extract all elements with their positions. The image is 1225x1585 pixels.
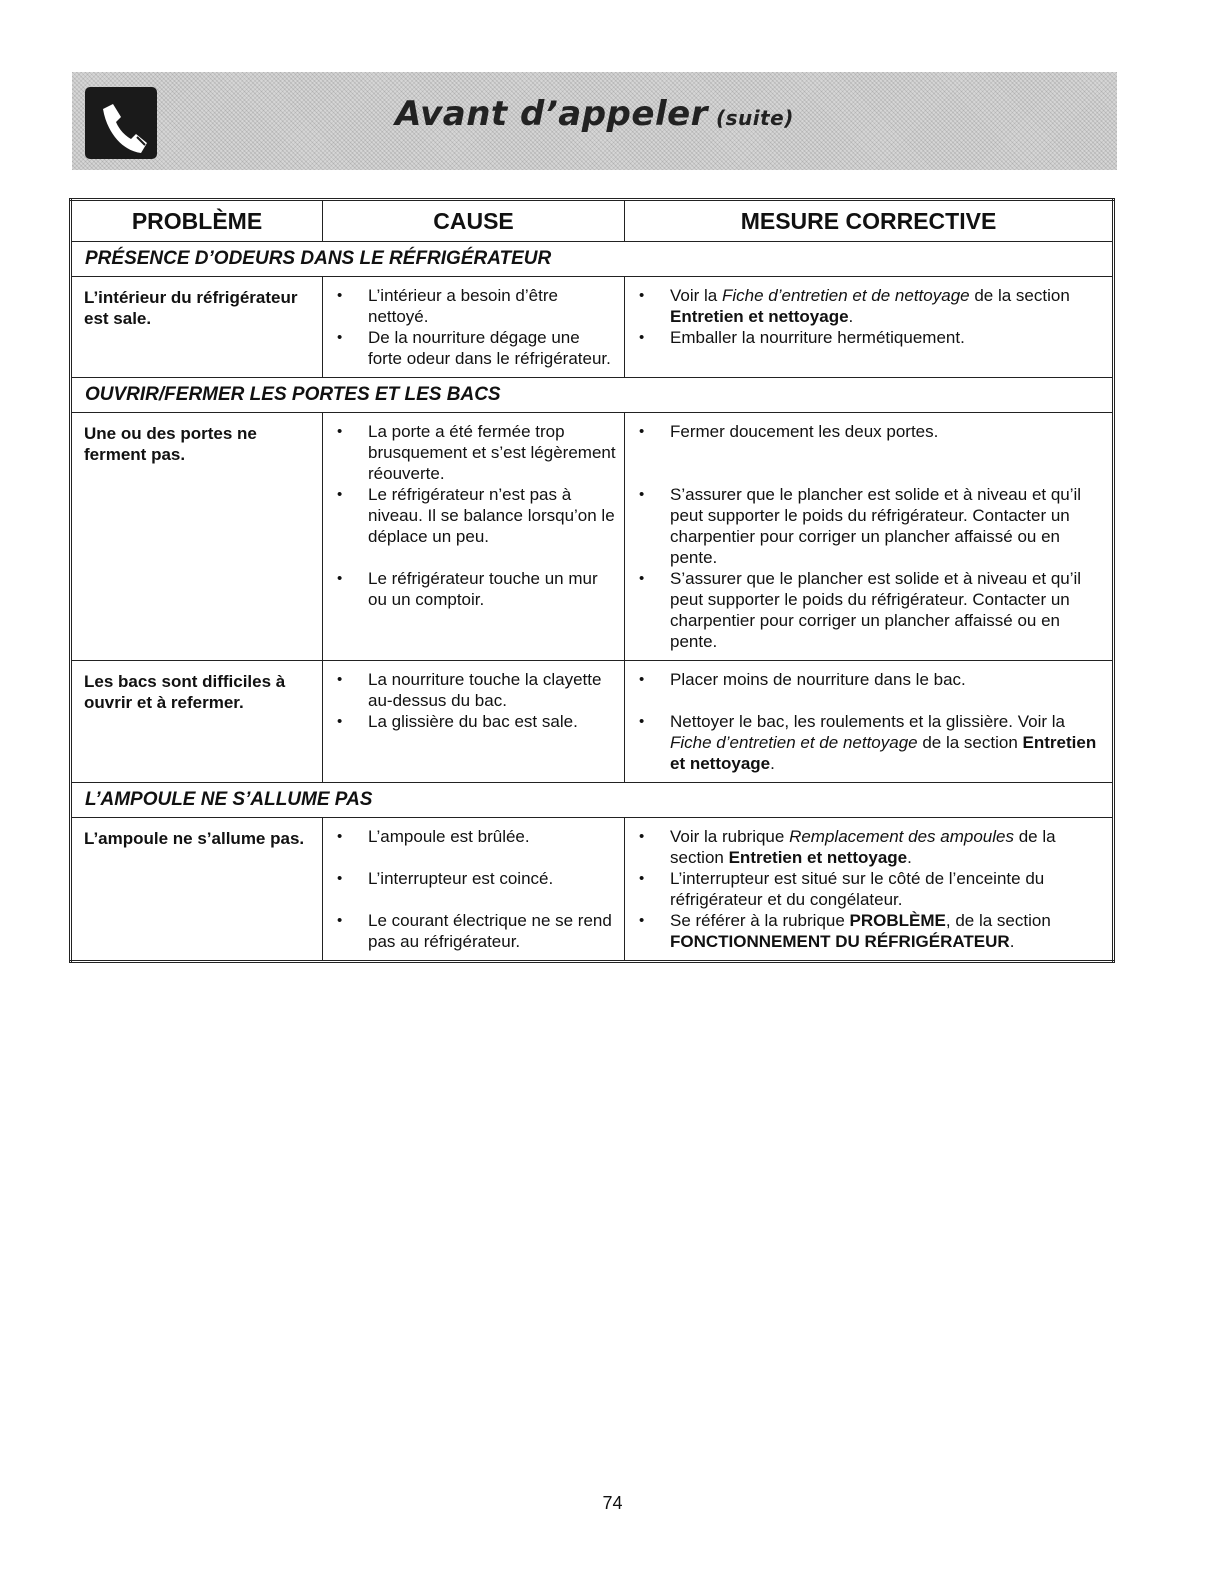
table-row <box>71 818 1114 962</box>
fix-cell <box>625 818 1114 962</box>
cause-item: • La glissière du bac est sale. <box>323 711 618 732</box>
fix-reference-bold: FONCTIONNEMENT DU RÉFRIGÉRATEUR <box>670 932 1010 951</box>
page-number: 74 <box>602 1493 623 1513</box>
page-title <box>72 94 1117 134</box>
fix-item: • Placer moins de nourriture dans le bac. <box>625 669 1106 690</box>
fix-text: Se référer à la rubrique <box>670 911 850 930</box>
fix-cell <box>625 277 1114 378</box>
spacer <box>625 690 1106 711</box>
problem-cell: Les bacs sont difficiles à ouvrir et à refermer. <box>71 661 323 783</box>
problem-cell: L’ampoule ne s’allume pas. <box>71 818 323 962</box>
cause-item: • Le réfrigérateur n’est pas à niveau. Il se balance lorsqu’on le déplace un peu. <box>323 484 618 547</box>
cause-item: • L’interrupteur est coincé. <box>323 868 618 889</box>
fix-text: de la section <box>670 827 1056 867</box>
column-header-problem: PROBLÈME <box>71 200 323 242</box>
table-row <box>71 661 1114 783</box>
spacer <box>323 547 618 568</box>
fix-item: • Emballer la nourriture hermétiquement. <box>625 327 1106 348</box>
fix-text: . <box>770 754 775 773</box>
fix-item: • L’interrupteur est situé sur le côté de l’enceinte du réfrigérateur et du congélateur. <box>625 868 1106 910</box>
section-row <box>71 242 1114 277</box>
fix-item: • S’assurer que le plancher est solide et à niveau et qu’il peut supporter le poids du réfrigérateur. Contacter un charpentier pour corriger un plancher affaissé ou en pente. <box>625 568 1106 652</box>
section-title-odors: PRÉSENCE D’ODEURS DANS LE RÉFRIGÉRATEUR <box>71 242 1114 277</box>
table-header-row <box>71 200 1114 242</box>
cause-item: • Le courant électrique ne se rend pas au réfrigérateur. <box>323 910 618 952</box>
problem-cell: L’intérieur du réfrigérateur est sale. <box>71 277 323 378</box>
fix-reference-bold: PROBLÈME <box>849 911 946 930</box>
cause-cell <box>323 277 625 378</box>
fix-text: . <box>1009 932 1015 951</box>
problem-cell: Une ou des portes ne ferment pas. <box>71 413 323 661</box>
fix-reference-italic: Fiche d’entretien et de nettoyage <box>721 286 970 305</box>
fix-text: de la section <box>969 286 1070 305</box>
fix-reference-italic: Fiche d’entretien et de nettoyage <box>670 733 918 752</box>
fix-item: • S’assurer que le plancher est solide et à niveau et qu’il peut supporter le poids du réfrigérateur. Contacter un charpentier pour corriger un plancher affaissé ou en pente. <box>625 484 1106 568</box>
cause-item: • De la nourriture dégage une forte odeur dans le réfrigérateur. <box>323 327 618 369</box>
fix-reference-bold: Entretien et nettoyage <box>728 848 908 867</box>
page-header-banner <box>72 72 1117 170</box>
fix-item <box>625 910 1106 952</box>
cause-cell <box>323 413 625 661</box>
fix-text: de la section <box>917 733 1023 752</box>
page-title-text: Avant d’appeler <box>395 94 708 134</box>
fix-reference-bold: Entretien et nettoyage <box>670 307 849 326</box>
cause-cell <box>323 818 625 962</box>
spacer <box>323 889 618 910</box>
spacer <box>323 847 618 868</box>
spacer <box>625 463 1106 484</box>
page-title-suffix: (suite) <box>715 106 794 130</box>
fix-text: , de la section <box>945 911 1051 930</box>
column-header-corrective-measure: MESURE CORRECTIVE <box>625 200 1114 242</box>
cause-item: • Le réfrigérateur touche un mur ou un comptoir. <box>323 568 618 610</box>
fix-text: Voir la <box>670 286 722 305</box>
fix-reference-bold: Entretien et nettoyage <box>670 733 1097 773</box>
fix-text: Voir la rubrique <box>670 827 790 846</box>
cause-item: • La nourriture touche la clayette au-dessus du bac. <box>323 669 618 711</box>
fix-reference-italic: Remplacement des ampoules <box>789 827 1014 846</box>
column-header-cause: CAUSE <box>323 200 625 242</box>
section-title-light-bulb: L’AMPOULE NE S’ALLUME PAS <box>71 783 1114 818</box>
table-row <box>71 413 1114 661</box>
troubleshooting-table <box>69 198 1115 963</box>
cause-cell <box>323 661 625 783</box>
fix-item <box>625 285 1106 327</box>
cause-item: • La porte a été fermée trop brusquement et s’est légèrement réouverte. <box>323 421 618 484</box>
section-row <box>71 783 1114 818</box>
section-row <box>71 378 1114 413</box>
fix-text: . <box>907 848 912 867</box>
fix-cell <box>625 661 1114 783</box>
spacer <box>625 442 1106 463</box>
fix-item: • Fermer doucement les deux portes. <box>625 421 1106 442</box>
section-title-doors-bins: OUVRIR/FERMER LES PORTES ET LES BACS <box>71 378 1114 413</box>
fix-text: Nettoyer le bac, les roulements et la glissière. Voir la <box>670 712 1065 731</box>
cause-item: • L’intérieur a besoin d’être nettoyé. <box>323 285 618 327</box>
fix-item <box>625 711 1106 774</box>
fix-item <box>625 826 1106 868</box>
cause-item: • L’ampoule est brûlée. <box>323 826 618 847</box>
fix-cell <box>625 413 1114 661</box>
fix-text: . <box>848 307 854 326</box>
table-row <box>71 277 1114 378</box>
